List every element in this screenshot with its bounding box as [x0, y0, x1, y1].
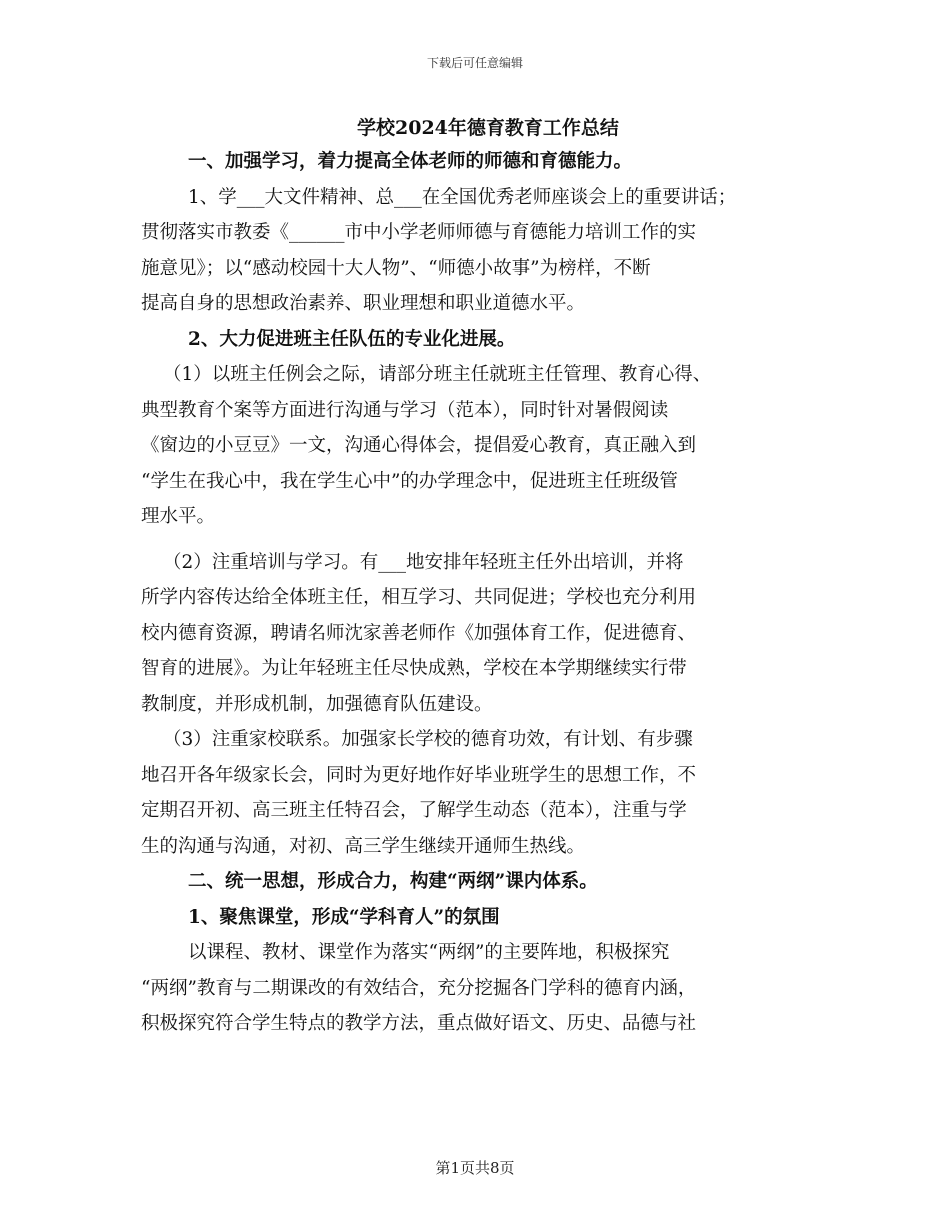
paragraph-line: 1、学___大文件精神、总___在全国优秀老师座谈会上的重要讲话；	[188, 186, 737, 208]
paragraph-line: （3）注重家校联系。加强家长学校的德育功效，有计划、有步骤	[163, 729, 693, 750]
subsection-heading-1: 1、聚焦课堂，形成“学科育人”的氛围	[188, 906, 500, 928]
paragraph-line: （2）注重培训与学习。有___地安排年轻班主任外出培训，并将	[163, 551, 684, 573]
paragraph-line: 校内德育资源，聘请名师沈家善老师作《加强体育工作，促进德育、	[141, 622, 697, 644]
document-title: 学校2024年德育教育工作总结	[357, 117, 619, 139]
paragraph-line: 贯彻落实市教委《______市中小学老师师德与育德能力培训工作的实	[141, 222, 697, 243]
paragraph-line: 提高自身的思想政治素养、职业理想和职业道德水平。	[141, 293, 586, 314]
paragraph-line: 智育的进展》。为让年轻班主任尽快成熟，学校在本学期继续实行带	[141, 658, 687, 679]
paragraph-line: 《窗边的小豆豆》一文，沟通心得体会，提倡爱心教育，真正融入到	[141, 435, 697, 456]
paragraph-line: 理水平。	[141, 506, 216, 527]
paragraph-line: 施意见》；以“感动校园十大人物”、“师德小故事”为榜样，不断	[141, 257, 651, 279]
paragraph-line: 积极探究符合学生特点的教学方法，重点做好语文、历史、品德与社	[141, 1013, 697, 1034]
paragraph-line: 以课程、教材、课堂作为落实“两纲”的主要阵地，积极探究	[188, 942, 670, 963]
paragraph-line: “学生在我心中，我在学生心中”的办学理念中，促进班主任班级管	[141, 470, 678, 492]
subsection-heading-2: 2、大力促进班主任队伍的专业化进展。	[188, 328, 516, 350]
paragraph-line: “两纲”教育与二期课改的有效结合，充分挖掘各门学科的德育内涵，	[141, 977, 697, 999]
paragraph-line: 所学内容传达给全体班主任，相互学习、共同促进；学校也充分利用	[141, 587, 697, 608]
paragraph-line: （1）以班主任例会之际，请部分班主任就班主任管理、教育心得、	[163, 364, 712, 385]
page-header: 下载后可任意编辑	[426, 56, 523, 70]
paragraph-line: 定期召开初、高三班主任特召会，了解学生动态（范本），注重与学	[141, 800, 687, 821]
paragraph-line: 教制度，并形成机制，加强德育队伍建设。	[141, 693, 493, 715]
section-heading-2: 二、统一思想，形成合力，构建“两纲”课内体系。	[188, 871, 598, 892]
paragraph-line: 生的沟通与沟通，对初、高三学生继续开通师生热线。	[141, 835, 586, 857]
section-heading-1: 一、加强学习，着力提高全体老师的师德和育德能力。	[188, 151, 633, 172]
paragraph-line: 地召开各年级家长会，同时为更好地作好毕业班学生的思想工作，不	[141, 764, 697, 786]
paragraph-line: 典型教育个案等方面进行沟通与学习（范本），同时针对暑假阅读	[141, 399, 669, 421]
page-footer: 第1页共8页	[435, 1159, 515, 1177]
document-body	[141, 112, 831, 1042]
